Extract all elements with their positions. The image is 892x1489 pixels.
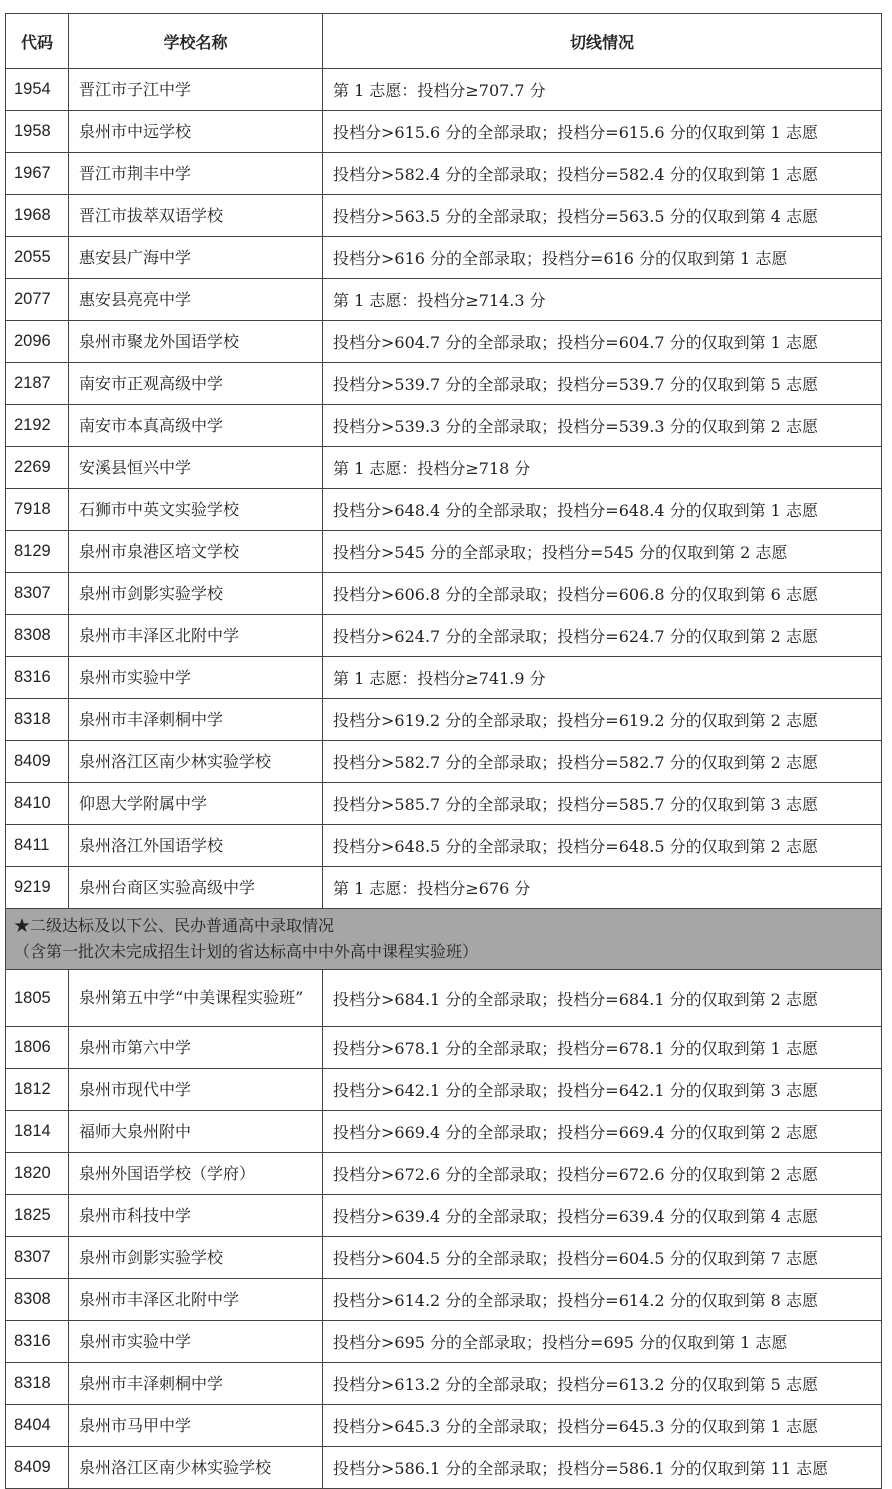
admission-table (5, 13, 882, 1489)
cutoff-cell: 投档分>624.7 分的全部录取；投档分=624.7 分的仅取到第 2 志愿 (323, 615, 882, 657)
cutoff-cell: 投档分>648.4 分的全部录取；投档分=648.4 分的仅取到第 1 志愿 (323, 489, 882, 531)
school-name-cell: 泉州洛江外国语学校 (69, 825, 323, 867)
table-row (6, 1321, 882, 1363)
cutoff-cell: 投档分>642.1 分的全部录取；投档分=642.1 分的仅取到第 3 志愿 (323, 1069, 882, 1111)
code-cell: 8308 (6, 1279, 69, 1321)
table-row (6, 867, 882, 909)
table-row (6, 321, 882, 363)
cutoff-cell: 投档分>614.2 分的全部录取；投档分=614.2 分的仅取到第 8 志愿 (323, 1279, 882, 1321)
code-cell: 8318 (6, 1363, 69, 1405)
table-row (6, 1111, 882, 1153)
cutoff-cell: 投档分>619.2 分的全部录取；投档分=619.2 分的仅取到第 2 志愿 (323, 699, 882, 741)
table-row (6, 1363, 882, 1405)
cutoff-cell: 第 1 志愿：投档分≥707.7 分 (323, 69, 882, 111)
table-row (6, 279, 882, 321)
table-row (6, 657, 882, 699)
school-name-cell: 仰恩大学附属中学 (69, 783, 323, 825)
code-cell: 8316 (6, 657, 69, 699)
table-row (6, 970, 882, 1027)
code-cell: 9219 (6, 867, 69, 909)
header-cutoff: 切线情况 (323, 14, 882, 69)
school-name-cell: 晋江市荆丰中学 (69, 153, 323, 195)
code-cell: 1806 (6, 1027, 69, 1069)
cutoff-cell: 投档分>695 分的全部录取；投档分=695 分的仅取到第 1 志愿 (323, 1321, 882, 1363)
cutoff-cell: 投档分>606.8 分的全部录取；投档分=606.8 分的仅取到第 6 志愿 (323, 573, 882, 615)
cutoff-cell: 第 1 志愿：投档分≥741.9 分 (323, 657, 882, 699)
school-name-cell: 晋江市子江中学 (69, 69, 323, 111)
code-cell: 8318 (6, 699, 69, 741)
code-cell: 8129 (6, 531, 69, 573)
table-row (6, 489, 882, 531)
code-cell: 8411 (6, 825, 69, 867)
table-row (6, 237, 882, 279)
section-title-line2: （含第一批次未完成招生计划的省达标高中中外高中课程实验班） (14, 942, 479, 961)
code-cell: 1820 (6, 1153, 69, 1195)
cutoff-cell: 投档分>678.1 分的全部录取；投档分=678.1 分的仅取到第 1 志愿 (323, 1027, 882, 1069)
table-row (6, 699, 882, 741)
cutoff-cell: 投档分>582.7 分的全部录取；投档分=582.7 分的仅取到第 2 志愿 (323, 741, 882, 783)
school-name-cell: 安溪县恒兴中学 (69, 447, 323, 489)
school-name-cell: 晋江市拔萃双语学校 (69, 195, 323, 237)
section-divider-row (6, 909, 882, 970)
header-row (6, 14, 882, 69)
cutoff-cell: 投档分>539.3 分的全部录取；投档分=539.3 分的仅取到第 2 志愿 (323, 405, 882, 447)
school-name-cell: 泉州市泉港区培文学校 (69, 531, 323, 573)
code-cell: 1825 (6, 1195, 69, 1237)
header-school-name: 学校名称 (69, 14, 323, 69)
cutoff-cell: 投档分>648.5 分的全部录取；投档分=648.5 分的仅取到第 2 志愿 (323, 825, 882, 867)
table-row (6, 363, 882, 405)
table-row (6, 1153, 882, 1195)
school-name-cell: 惠安县亮亮中学 (69, 279, 323, 321)
section-divider (6, 909, 882, 970)
school-name-cell: 泉州洛江区南少林实验学校 (69, 1447, 323, 1489)
school-name-cell: 南安市本真高级中学 (69, 405, 323, 447)
code-cell: 7918 (6, 489, 69, 531)
table-row (6, 825, 882, 867)
table-row (6, 195, 882, 237)
table-row (6, 1237, 882, 1279)
code-cell: 1958 (6, 111, 69, 153)
school-name-cell: 泉州市丰泽刺桐中学 (69, 1363, 323, 1405)
cutoff-cell: 第 1 志愿：投档分≥718 分 (323, 447, 882, 489)
table-row (6, 1405, 882, 1447)
school-name-cell: 泉州市中远学校 (69, 111, 323, 153)
table-row (6, 153, 882, 195)
cutoff-cell: 投档分>545 分的全部录取；投档分=545 分的仅取到第 2 志愿 (323, 531, 882, 573)
code-cell: 1812 (6, 1069, 69, 1111)
cutoff-cell: 投档分>586.1 分的全部录取；投档分=586.1 分的仅取到第 11 志愿 (323, 1447, 882, 1489)
code-cell: 8410 (6, 783, 69, 825)
table-row (6, 783, 882, 825)
school-name-cell: 泉州市实验中学 (69, 1321, 323, 1363)
school-name-cell: 泉州市聚龙外国语学校 (69, 321, 323, 363)
school-name-cell: 泉州市科技中学 (69, 1195, 323, 1237)
cutoff-cell: 第 1 志愿：投档分≥676 分 (323, 867, 882, 909)
school-name-cell: 南安市正观高级中学 (69, 363, 323, 405)
school-name-cell: 泉州市剑影实验学校 (69, 1237, 323, 1279)
table-row (6, 1447, 882, 1489)
code-cell: 1954 (6, 69, 69, 111)
cutoff-cell: 投档分>604.5 分的全部录取；投档分=604.5 分的仅取到第 7 志愿 (323, 1237, 882, 1279)
header-code: 代码 (6, 14, 69, 69)
cutoff-cell: 投档分>645.3 分的全部录取；投档分=645.3 分的仅取到第 1 志愿 (323, 1405, 882, 1447)
code-cell: 2055 (6, 237, 69, 279)
code-cell: 8307 (6, 573, 69, 615)
school-name-cell: 惠安县广海中学 (69, 237, 323, 279)
school-name-cell: 泉州台商区实验高级中学 (69, 867, 323, 909)
cutoff-cell: 投档分>539.7 分的全部录取；投档分=539.7 分的仅取到第 5 志愿 (323, 363, 882, 405)
cutoff-cell: 投档分>563.5 分的全部录取；投档分=563.5 分的仅取到第 4 志愿 (323, 195, 882, 237)
school-name-cell: 泉州市马甲中学 (69, 1405, 323, 1447)
table-row (6, 447, 882, 489)
table-row (6, 405, 882, 447)
school-name-cell: 石狮市中英文实验学校 (69, 489, 323, 531)
code-cell: 2192 (6, 405, 69, 447)
cutoff-cell: 投档分>613.2 分的全部录取；投档分=613.2 分的仅取到第 5 志愿 (323, 1363, 882, 1405)
code-cell: 8316 (6, 1321, 69, 1363)
code-cell: 8404 (6, 1405, 69, 1447)
school-name-cell: 福师大泉州附中 (69, 1111, 323, 1153)
code-cell: 8307 (6, 1237, 69, 1279)
cutoff-cell: 第 1 志愿：投档分≥714.3 分 (323, 279, 882, 321)
code-cell: 1814 (6, 1111, 69, 1153)
code-cell: 1968 (6, 195, 69, 237)
code-cell: 1805 (6, 970, 69, 1027)
school-name-cell: 泉州市现代中学 (69, 1069, 323, 1111)
school-name-cell: 泉州洛江区南少林实验学校 (69, 741, 323, 783)
table-body (6, 69, 882, 1489)
table-row (6, 573, 882, 615)
code-cell: 2096 (6, 321, 69, 363)
table-row (6, 615, 882, 657)
code-cell: 1967 (6, 153, 69, 195)
school-name-cell: 泉州市丰泽刺桐中学 (69, 699, 323, 741)
table-row (6, 111, 882, 153)
table-row (6, 1279, 882, 1321)
code-cell: 8409 (6, 1447, 69, 1489)
school-name-cell: 泉州市第六中学 (69, 1027, 323, 1069)
table-row (6, 69, 882, 111)
school-name-cell: 泉州市丰泽区北附中学 (69, 615, 323, 657)
school-name-cell: 泉州市丰泽区北附中学 (69, 1279, 323, 1321)
cutoff-cell: 投档分>684.1 分的全部录取；投档分=684.1 分的仅取到第 2 志愿 (323, 970, 882, 1027)
code-cell: 2269 (6, 447, 69, 489)
school-name-cell: 泉州市实验中学 (69, 657, 323, 699)
code-cell: 2187 (6, 363, 69, 405)
table-row (6, 1027, 882, 1069)
section-title-line1: ★二级达标及以下公、民办普通高中录取情况 (14, 916, 335, 935)
table-row (6, 531, 882, 573)
cutoff-cell: 投档分>639.4 分的全部录取；投档分=639.4 分的仅取到第 4 志愿 (323, 1195, 882, 1237)
school-name-cell: 泉州市剑影实验学校 (69, 573, 323, 615)
code-cell: 8308 (6, 615, 69, 657)
cutoff-cell: 投档分>616 分的全部录取；投档分=616 分的仅取到第 1 志愿 (323, 237, 882, 279)
cutoff-cell: 投档分>672.6 分的全部录取；投档分=672.6 分的仅取到第 2 志愿 (323, 1153, 882, 1195)
school-name-cell: 泉州第五中学“中美课程实验班” (69, 970, 323, 1027)
code-cell: 8409 (6, 741, 69, 783)
table-row (6, 741, 882, 783)
table-row (6, 1195, 882, 1237)
cutoff-cell: 投档分>604.7 分的全部录取；投档分=604.7 分的仅取到第 1 志愿 (323, 321, 882, 363)
cutoff-cell: 投档分>615.6 分的全部录取；投档分=615.6 分的仅取到第 1 志愿 (323, 111, 882, 153)
cutoff-cell: 投档分>582.4 分的全部录取；投档分=582.4 分的仅取到第 1 志愿 (323, 153, 882, 195)
table-row (6, 1069, 882, 1111)
cutoff-cell: 投档分>585.7 分的全部录取；投档分=585.7 分的仅取到第 3 志愿 (323, 783, 882, 825)
cutoff-cell: 投档分>669.4 分的全部录取；投档分=669.4 分的仅取到第 2 志愿 (323, 1111, 882, 1153)
school-name-cell: 泉州外国语学校（学府） (69, 1153, 323, 1195)
code-cell: 2077 (6, 279, 69, 321)
